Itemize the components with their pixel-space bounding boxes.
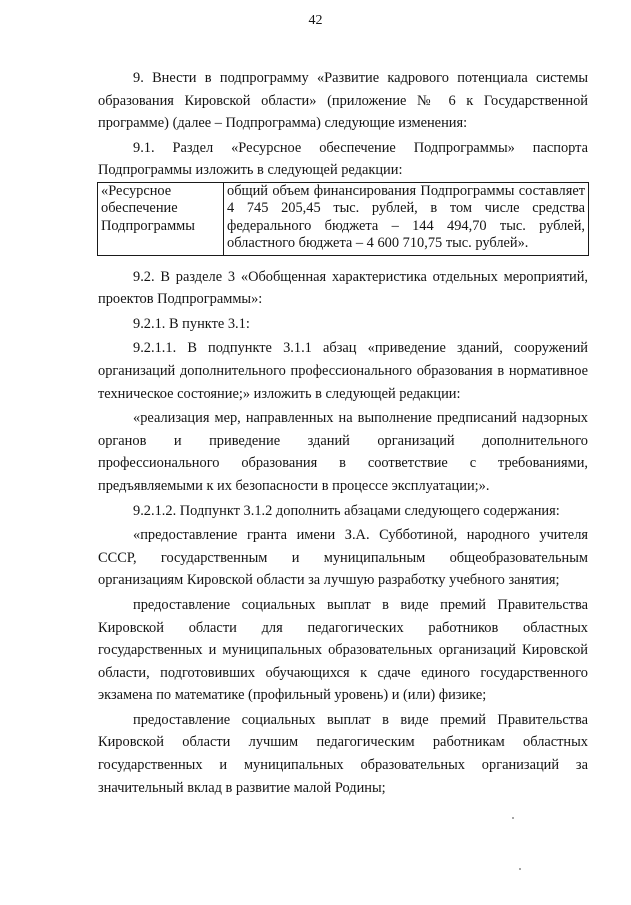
paragraph-item-9-2-1: 9.2.1. В пункте 3.1: <box>133 315 250 332</box>
table-cell-label: «Ресурсное обеспечение Подпрограммы <box>98 182 224 255</box>
document-body <box>98 67 588 799</box>
page-number: 42 <box>308 13 323 28</box>
paragraph-item-9-2: 9.2. В разделе 3 «Обобщенная характеристика отдельных мероприятий, проектов Подпрограммы»: <box>98 268 588 308</box>
paragraph-item-9-2-1-2: 9.2.1.2. Подпункт 3.1.2 дополнить абзацами следующего содержания: <box>133 502 560 519</box>
paragraph-quote-4: предоставление социальных выплат в виде премий Правительства Кировской области лучшим педагогическим работникам областных государственных и муниципальных образовательных организаций за значительный вклад в развитие малой Родины; <box>98 711 588 796</box>
resource-table <box>97 182 589 256</box>
paragraph-quote-2: «предоставление гранта имени З.А. Субботиной, народного учителя СССР, государственным и муниципальным общеобразовательным организациям Кировской области за лучшую разработку учебного занятия; <box>98 527 588 589</box>
paragraph-quote-1: «реализация мер, направленных на выполнение предписаний надзорных органов и приведение зданий организаций дополнительного профессионального образования в соответствие с требованиями, предъявляемыми к их безопасности в процессе эксплуатации;». <box>98 410 588 494</box>
paragraph-item-9: 9. Внести в подпрограмму «Развитие кадрового потенциала системы образования Кировской области» (приложение № 6 к Государственной программе) (далее – Подпрограмма) следующие изменения: <box>98 70 588 132</box>
scan-speck <box>512 817 514 819</box>
paragraph-item-9-2-1-1: 9.2.1.1. В подпункте 3.1.1 абзац «приведение зданий, сооружений организаций дополнительного профессионального образования в нормативное техническое состояние;» изложить в следующей редакции: <box>98 340 588 402</box>
table-cell-value: общий объем финансирования Подпрограммы составляет 4 745 205,45 тыс. рублей, в том числе средства федерального бюджета – 144 494,70 тыс. рублей, областного бюджета – 4 600 710,75 тыс. рублей». <box>224 182 589 255</box>
table-row <box>98 182 589 255</box>
paragraph-quote-3: предоставление социальных выплат в виде премий Правительства Кировской области для педагогических работников областных государственных и муниципальных образовательных организаций Кировской области, подготовивших обучающихся к сдаче единого государственного экзамена по математике (профильный уровень) и (или) физике; <box>98 596 588 704</box>
paragraph-item-9-1: 9.1. Раздел «Ресурсное обеспечение Подпрограммы» паспорта Подпрограммы изложить в следующей редакции: <box>98 139 588 179</box>
scan-speck <box>519 868 521 870</box>
